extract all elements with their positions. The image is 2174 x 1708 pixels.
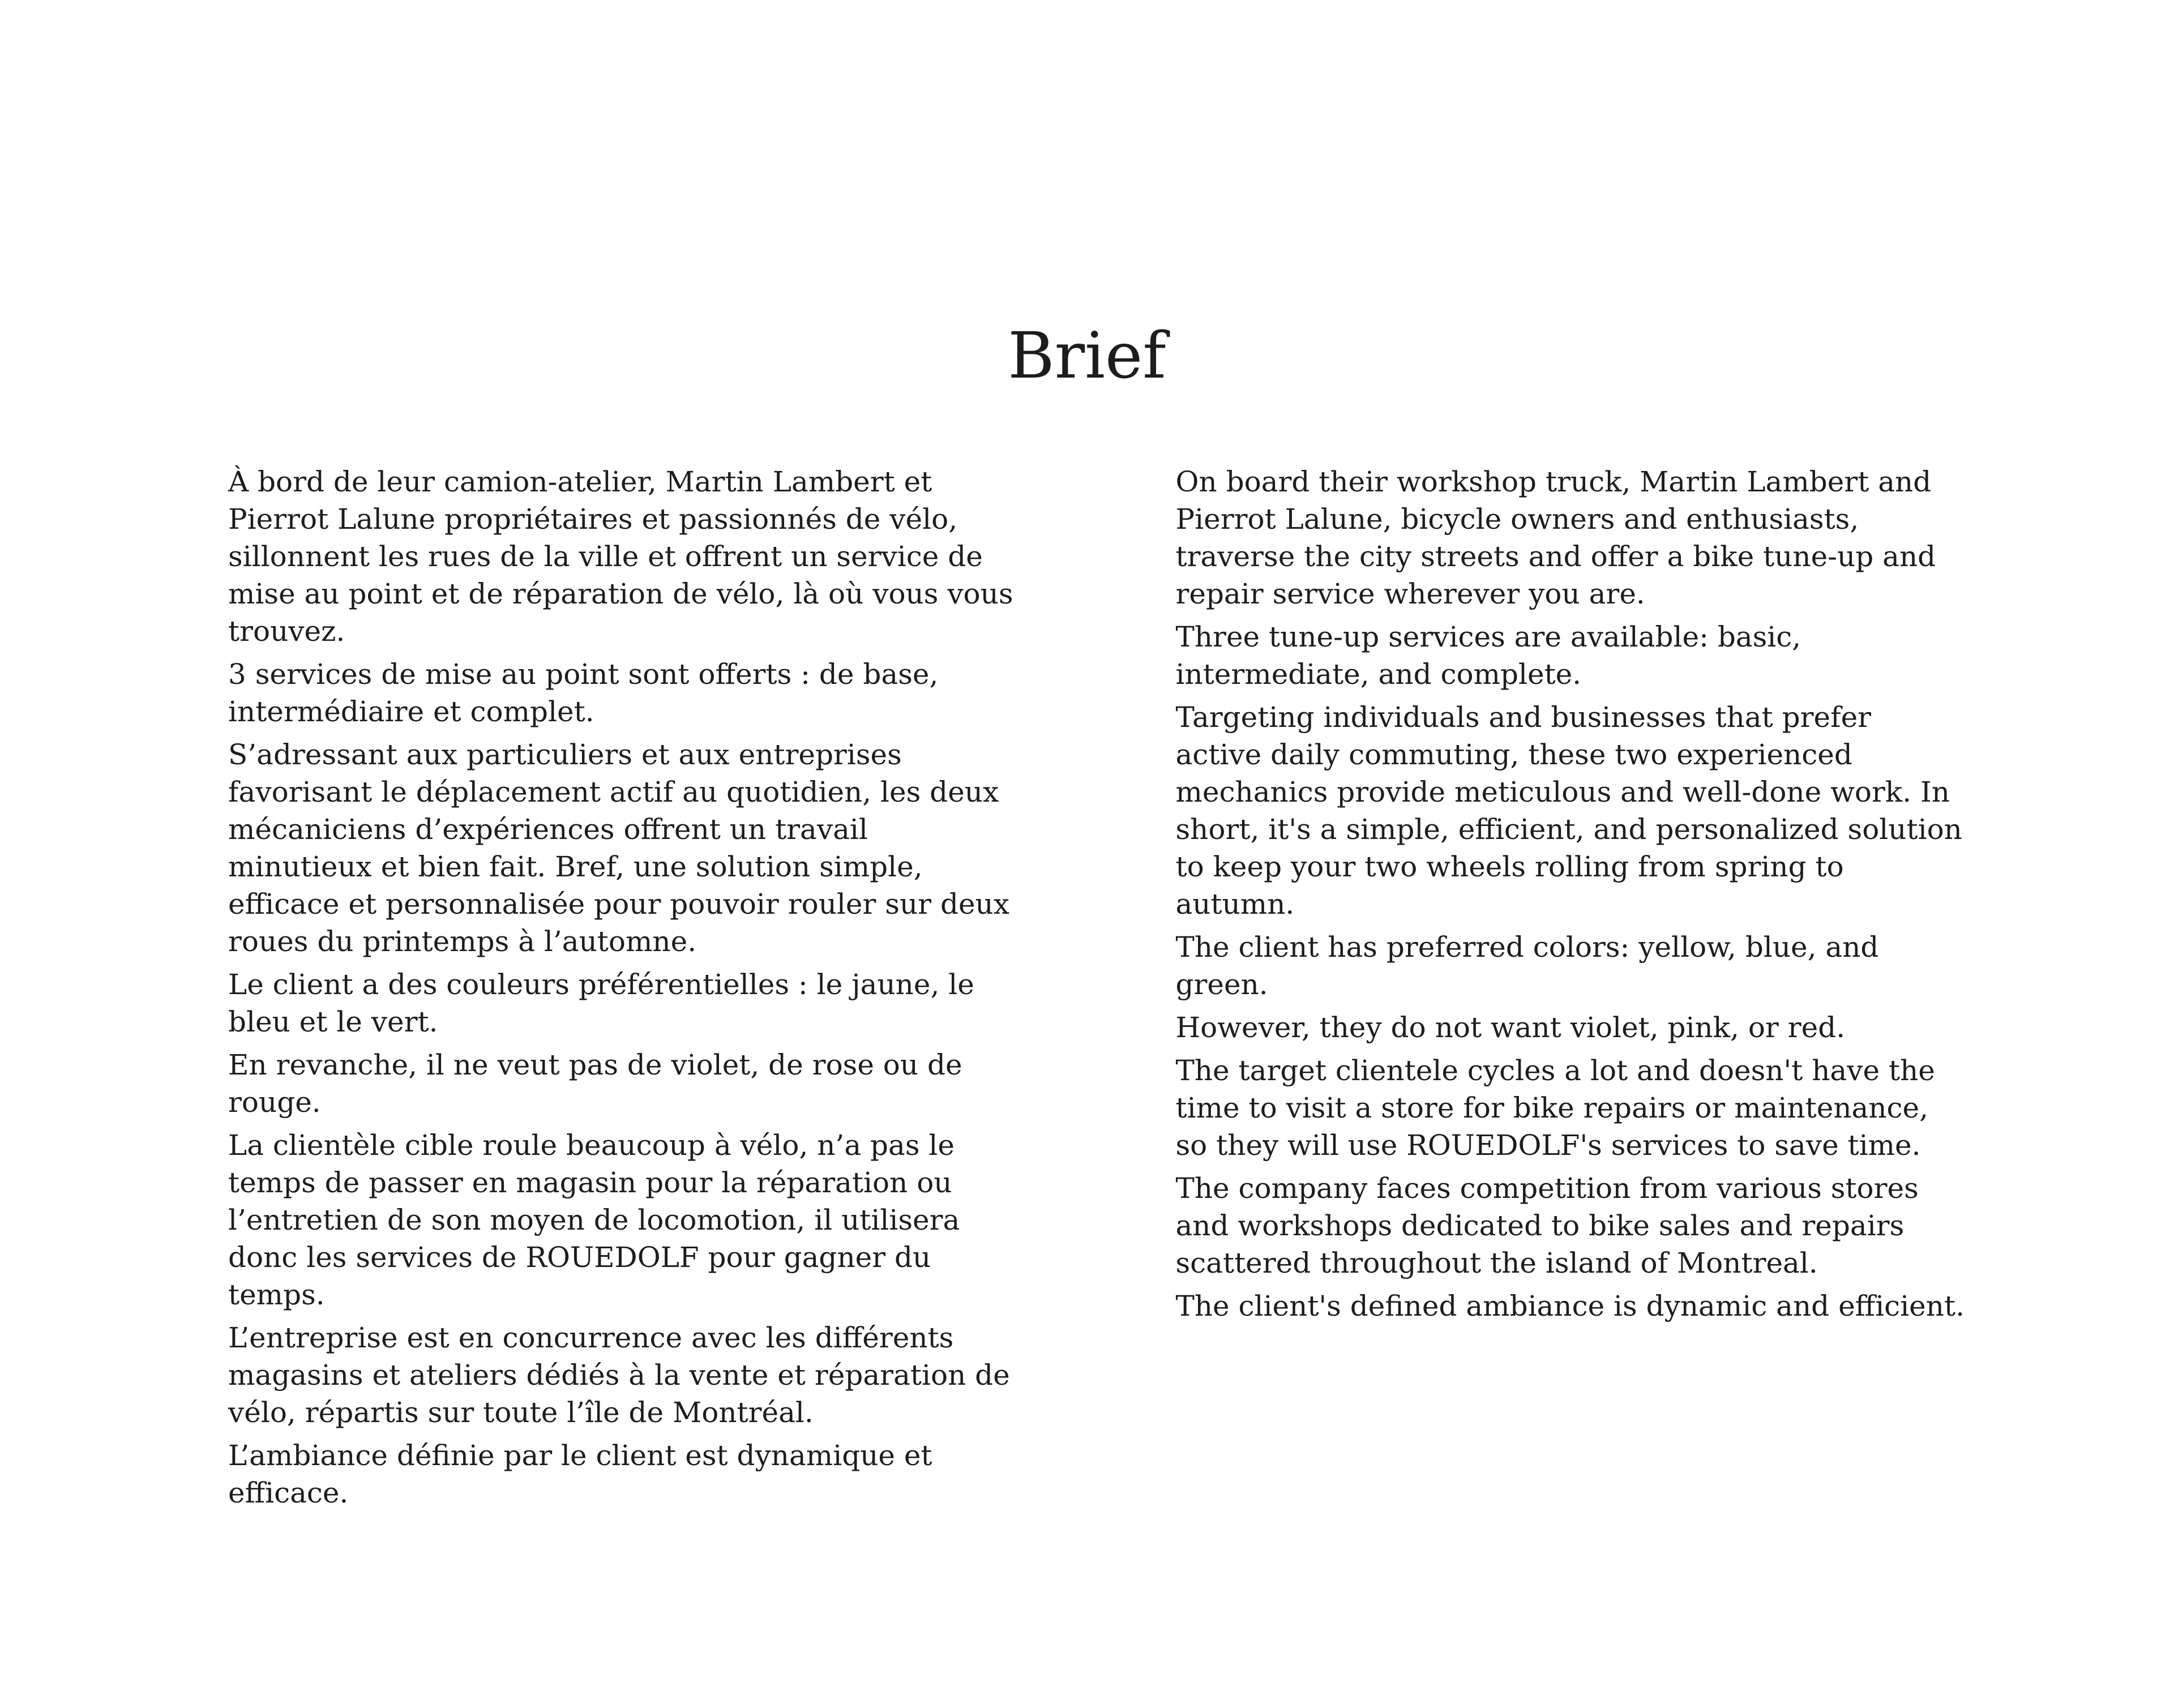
english-paragraph: Three tune-up services are available: basic, intermediate, and complete.	[1175, 620, 1801, 691]
column-english	[1176, 463, 1965, 1517]
french-paragraph: 3 services de mise au point sont offerts : de base, intermédiaire et complet.	[228, 658, 939, 728]
english-paragraph: The company faces competition from various stores and workshops dedicated to bike sales and repairs scattered throughout the island of Montreal.	[1175, 1172, 1919, 1279]
english-paragraph: The target clientele cycles a lot and doesn't have the time to visit a store for bike repairs or maintenance, so they will use ROUEDOLF's services to save time.	[1175, 1054, 1935, 1162]
english-paragraph: The client's defined ambiance is dynamic and efficient.	[1175, 1290, 1965, 1322]
french-paragraph: L’entreprise est en concurrence avec les différents magasins et ateliers dédiés à la vente et réparation de vélo, répartis sur toute l’île de Montréal.	[228, 1321, 1010, 1429]
french-paragraph: En revanche, il ne veut pas de violet, de rose ou de rouge.	[228, 1048, 962, 1119]
french-paragraph: L’ambiance définie par le client est dynamique et efficace.	[228, 1439, 932, 1509]
english-paragraph: However, they do not want violet, pink, or red.	[1175, 1011, 1846, 1044]
column-french	[228, 463, 1017, 1517]
french-paragraph: S’adressant aux particuliers et aux entreprises favorisant le déplacement actif au quotidien, les deux mécaniciens d’expériences offrent un travail minutieux et bien fait. Bref, une solution simple, efficace et personnalisée pour pouvoir rouler sur deux roues du printemps à l’automne.	[228, 738, 1009, 958]
english-paragraph: On board their workshop truck, Martin Lambert and Pierrot Lalune, bicycle owners and enthusiasts, traverse the city streets and offer a bike tune-up and repair service wherever you are.	[1175, 465, 1936, 610]
brief-columns	[228, 463, 1965, 1517]
french-paragraph: À bord de leur camion-atelier, Martin Lambert et Pierrot Lalune propriétaires et passionnés de vélo, sillonnent les rues de la ville et offrent un service de mise au point et de réparation de vélo, là où vous vous trouvez.	[228, 465, 1013, 648]
english-paragraph: Targeting individuals and businesses that prefer active daily commuting, these two experienced mechanics provide meticulous and well-done work. In short, it's a simple, efficient, and personalized solution to keep your two wheels rolling from spring to autumn.	[1175, 701, 1962, 921]
french-paragraph: La clientèle cible roule beaucoup à vélo, n’a pas le temps de passer en magasin pour la réparation ou l’entretien de son moyen de locomotion, il utilisera donc les services de ROUEDOLF pour gagner du temps.	[228, 1129, 960, 1311]
page-title: Brief	[1008, 319, 1166, 393]
french-paragraph: Le client a des couleurs préférentielles : le jaune, le bleu et le vert.	[228, 968, 974, 1038]
english-paragraph: The client has preferred colors: yellow, blue, and green.	[1175, 931, 1879, 1001]
